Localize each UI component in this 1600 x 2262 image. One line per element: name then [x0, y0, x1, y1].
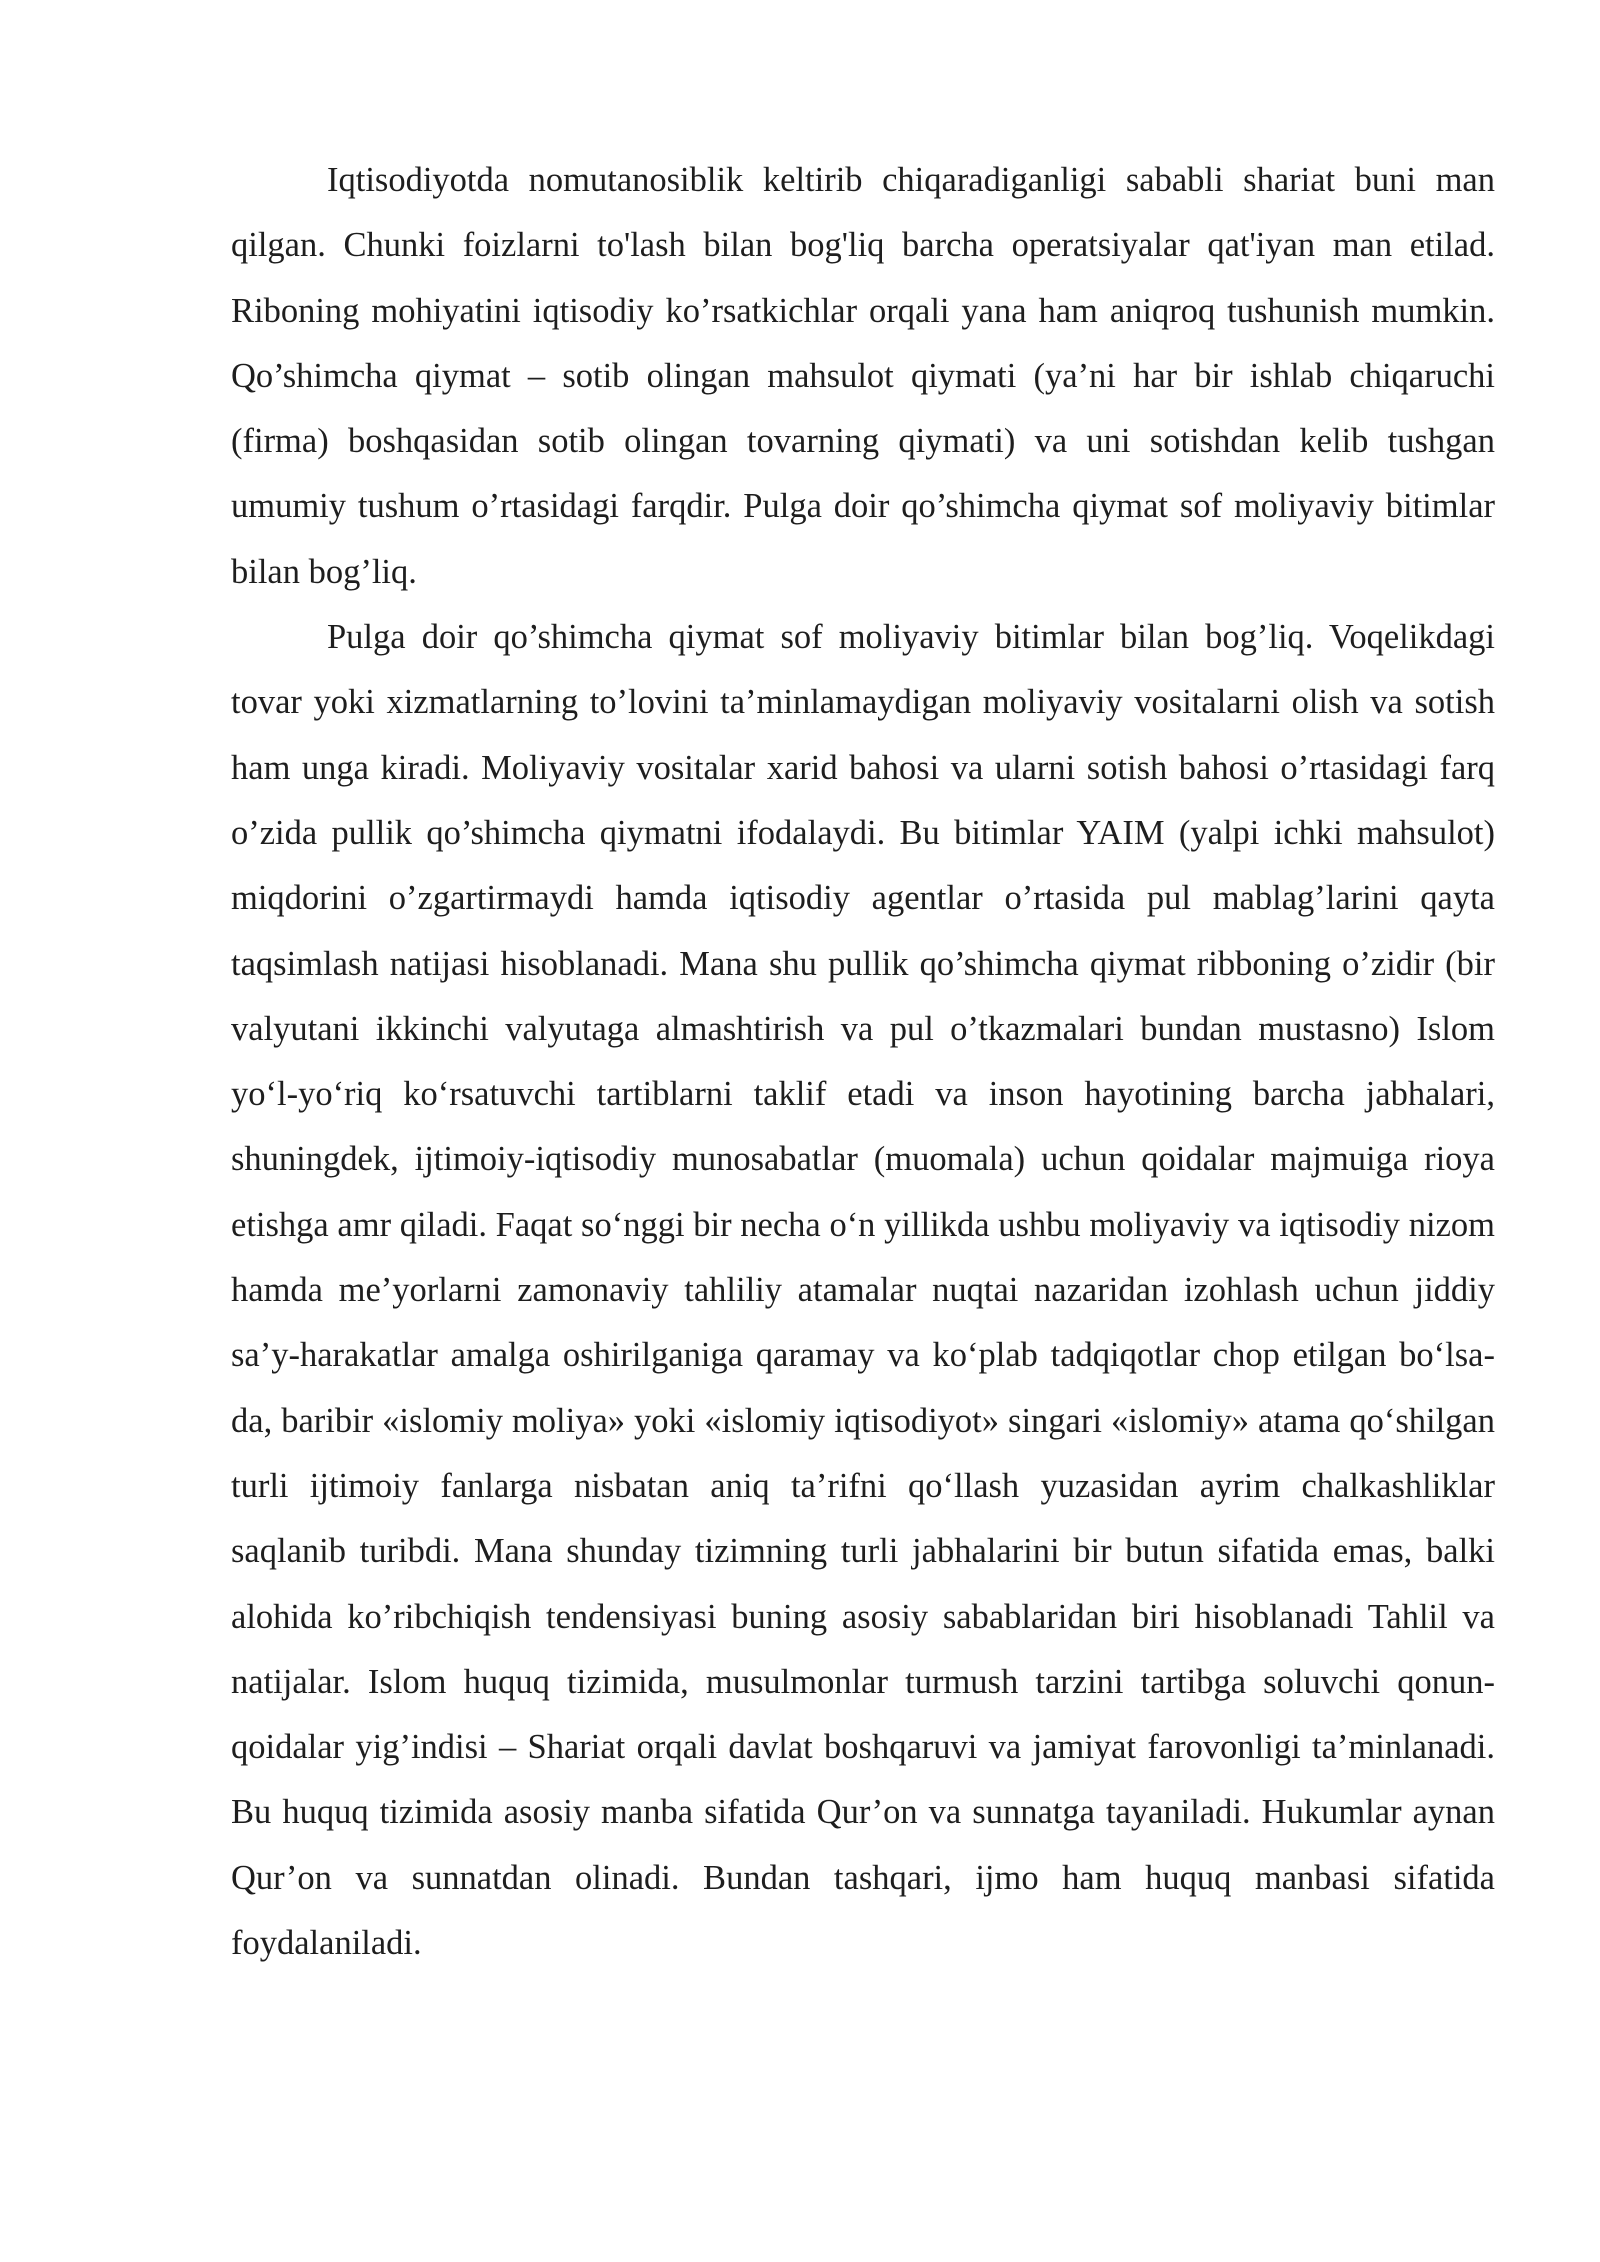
- body-text: [231, 148, 1495, 1976]
- paragraph-1: Iqtisodiyotda nomutanosiblik keltirib chiqaradiganligi sababli shariat buni man qilgan. Chunki foizlarni to'lash bilan bog'liq barcha operatsiyalar qat'iyan man etilad. Riboning mohiyatini iqtisodiy ko’rsatkichlar orqali yana ham aniqroq tushunish mumkin. Qo’shimcha qiymat – sotib olingan mahsulot qiymati (ya’ni har bir ishlab chiqaruchi (firma) boshqasidan sotib olingan tovarning qiymati) va uni sotishdan kelib tushgan umumiy tushum o’rtasidagi farqdir. Pulga doir qo’shimcha qiymat sof moliyaviy bitimlar bilan bog’liq.: [231, 161, 1495, 591]
- paragraph-2: Pulga doir qo’shimcha qiymat sof moliyaviy bitimlar bilan bog’liq. Voqelikdagi tovar yoki xizmatlarning to’lovini ta’minlamaydigan moliyaviy vositalarni olish va sotish ham unga kiradi. Moliyaviy vositalar xarid bahosi va ularni sotish bahosi o’rtasidagi farq o’zida pullik qo’shimcha qiymatni ifodalaydi. Bu bitimlar YAIM (yalpi ichki mahsulot) miqdorini o’zgartirmaydi hamda iqtisodiy agentlar o’rtasida pul mablag’larini qayta taqsimlash natijasi hisoblanadi. Mana shu pullik qo’shimcha qiymat ribboning o’zidir (bir valyutani ikkinchi valyutaga almashtirish va pul o’tkazmalari bundan mustasno) Islom yo‘l-yo‘riq ko‘rsatuvchi tartiblarni taklif etadi va inson hayotining barcha jabhalari, shuningdek, ijtimoiy-iqtisodiy munosabatlar (muomala) uchun qoidalar majmuiga rioya etishga amr qiladi. Faqat so‘nggi bir necha o‘n yillikda ushbu moliyaviy va iqtisodiy nizom hamda me’yorlarni zamonaviy tahliliy atamalar nuqtai nazaridan izohlash uchun jiddiy sa’y-harakatlar amalga oshirilganiga qaramay va ko‘plab tadqiqotlar chop etilgan bo‘lsa-da, baribir «islomiy moliya» yoki «islomiy iqtisodiyot» singari «islomiy» atama qo‘shilgan turli ijtimoiy fanlarga nisbatan aniq ta’rifni qo‘llash yuzasidan ayrim chalkashliklar saqlanib turibdi. Mana shunday tizimning turli jabhalarini bir butun sifatida emas, balki alohida ko’ribchiqish tendensiyasi buning asosiy sabablaridan biri hisoblanadi Tahlil va natijalar. Islom huquq tizimida, musulmonlar turmush tarzini tartibga soluvchi qonun-qoidalar yig’indisi – Shariat orqali davlat boshqaruvi va jamiyat farovonligi ta’minlanadi. Bu huquq tizimida asosiy manba sifatida Qur’on va sunnatga tayaniladi. Hukumlar aynan Qur’on va sunnatdan olinadi. Bundan tashqari, ijmo ham huquq manbasi sifatida foydalaniladi.: [231, 618, 1495, 1963]
